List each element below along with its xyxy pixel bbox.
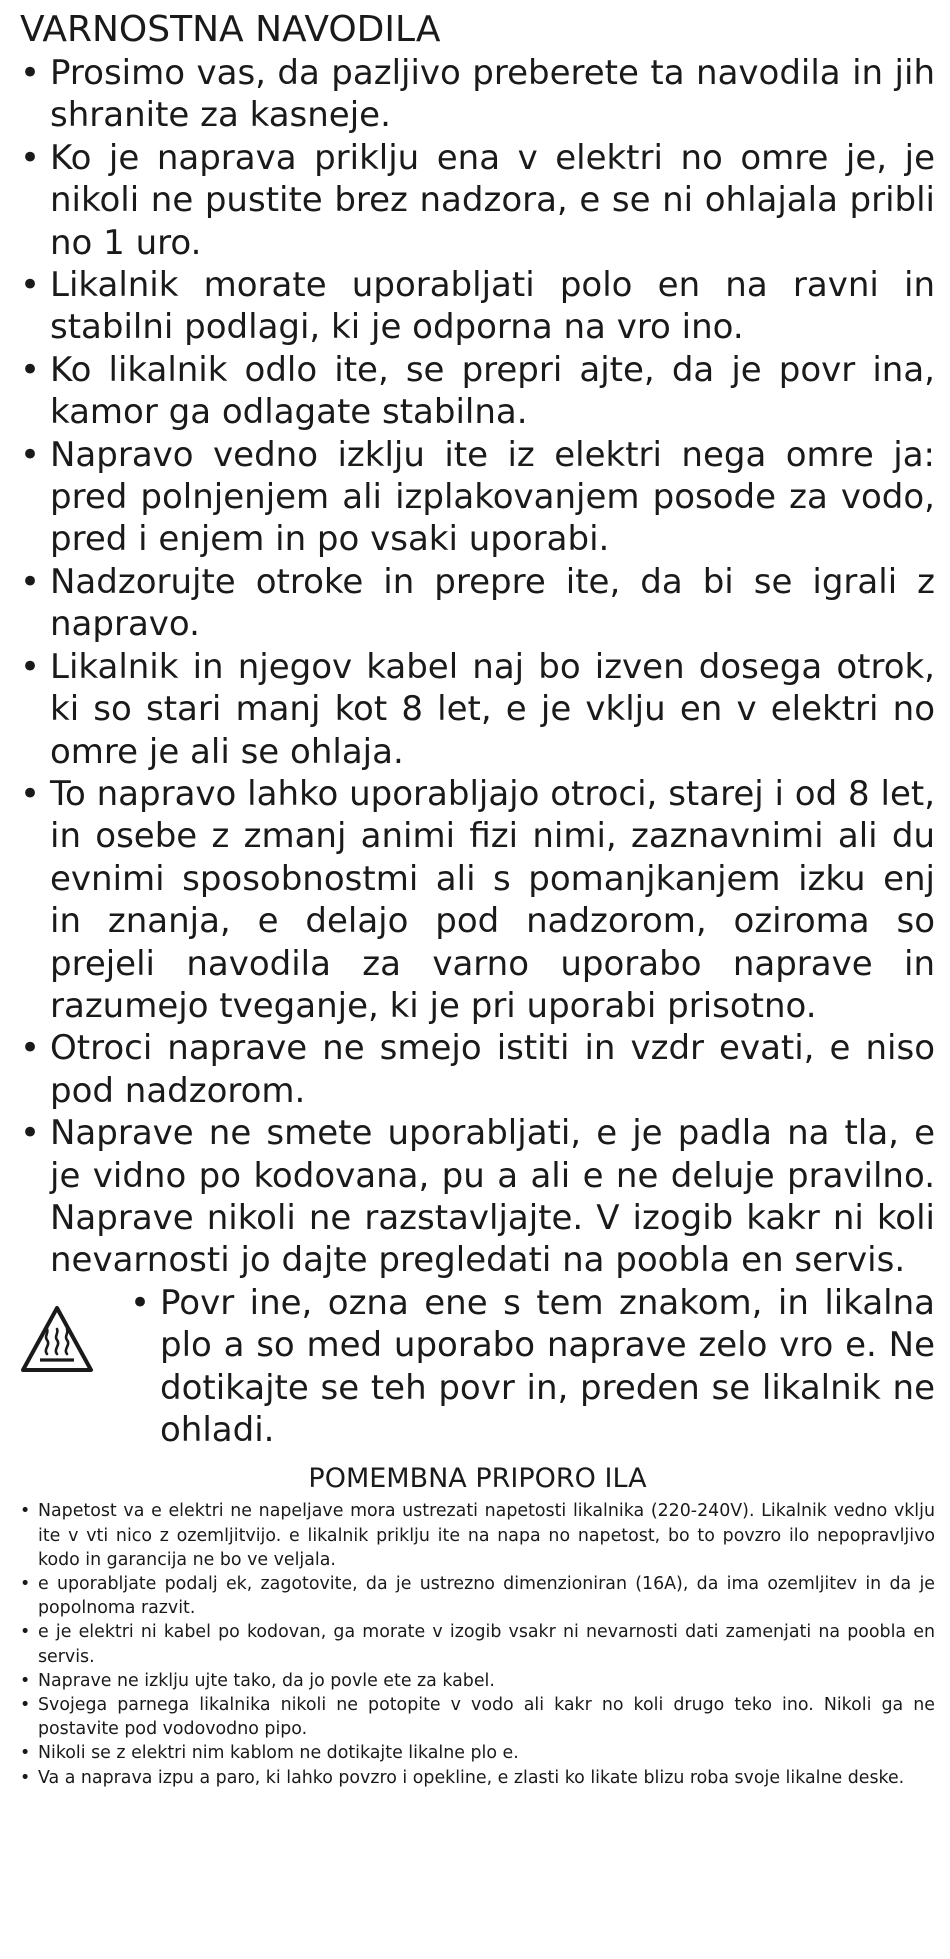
safety-item-text: Prosimo vas, da pazljivo preberete ta navodila in jih shranite za kasneje. (50, 53, 935, 136)
safety-item (20, 1027, 935, 1112)
recommendation-text: Napetost va e elektri ne napeljave mora ustrezati napetosti likalnika (220-240V). Likalnik vedno vklju ite v vti nico z ozemljitvijo. e likalnik priklju ite na napa no napetost, bo to povzro ilo nepopravljivo kodo in garancija ne bo ve veljala. (38, 1501, 935, 1570)
bullet-icon: • (130, 1282, 151, 1323)
document-page (20, 8, 935, 1790)
bullet-icon: • (20, 1743, 31, 1764)
safety-item-text: Napravo vedno izklju ite iz elektri nega omre ja: pred polnjenjem ali izplakovanjem posode za vodo, pred i enjem in po vsaki uporabi. (50, 434, 935, 560)
hot-surface-warning-icon (20, 1304, 94, 1374)
bullet-icon: • (20, 773, 41, 814)
recommendation-text: e je elektri ni kabel po kodovan, ga morate v izogib vsakr ni nevarnosti dati zamenjati na poobla en servis. (38, 1622, 935, 1667)
safety-item-text: Naprave ne smete uporabljati, e je padla na tla, e je vidno po kodovana, pu a ali e ne deluje pravilno. Naprave nikoli ne razstavljajte. V izogib kakr ni koli nevarnosti jo dajte pregledati na poobla en servis. (50, 1113, 935, 1281)
recommendation-text: Svojega parnega likalnika nikoli ne potopite v vodo ali kakr no koli drugo teko ino. Nikoli ga ne postavite pod vodovodno pipo. (38, 1695, 935, 1740)
safety-item (20, 646, 935, 773)
recommendation-item (20, 1499, 935, 1572)
bullet-icon: • (20, 1113, 41, 1154)
bullet-icon: • (20, 265, 41, 306)
bullet-icon: • (20, 1767, 31, 1788)
safety-item (20, 137, 935, 264)
recommendation-item (20, 1741, 935, 1765)
safety-item (20, 773, 935, 1027)
hot-surface-item-text: Povr ine, ozna ene s tem znakom, in likalna plo a so med uporabo naprave zelo vro e. Ne dotikajte se teh povr in, preden se likalnik ne ohladi. (160, 1282, 935, 1450)
recommendation-item (20, 1693, 935, 1741)
recommendations-list (20, 1499, 935, 1789)
safety-item-text: Ko likalnik odlo ite, se prepri ajte, da je povr ina, kamor ga odlagate stabilna. (50, 349, 935, 433)
bullet-icon: • (20, 1574, 31, 1595)
bullet-icon: • (20, 1622, 31, 1643)
safety-item-text: Likalnik morate uporabljati polo en na ravni in stabilni podlagi, ki je odporna na vro ino. (50, 265, 935, 348)
safety-item (20, 264, 935, 349)
bullet-icon: • (20, 1028, 41, 1069)
bullet-icon: • (20, 1695, 31, 1716)
bullet-icon: • (20, 646, 41, 687)
hot-surface-warning (20, 1282, 935, 1452)
page-title: VARNOSTNA NAVODILA (20, 9, 441, 50)
safety-item-text: Nadzorujte otroke in prepre ite, da bi se igrali z napravo. (50, 561, 935, 645)
bullet-icon: • (20, 1670, 31, 1691)
safety-item (20, 561, 935, 646)
safety-item (20, 52, 935, 137)
recommendation-text: Naprave ne izklju ujte tako, da jo povle ete za kabel. (38, 1670, 495, 1691)
safety-item-text: Otroci naprave ne smejo istiti in vzdr evati, e niso pod nadzorom. (50, 1028, 935, 1111)
bullet-icon: • (20, 1501, 31, 1522)
bullet-icon: • (20, 434, 41, 475)
safety-item (20, 1112, 935, 1282)
recommendation-item (20, 1572, 935, 1620)
safety-item-text: To napravo lahko uporabljajo otroci, starej i od 8 let, in osebe z zmanj animi fizi nimi, zaznavnimi ali du evnimi sposobnostmi ali s pomanjkanjem izku enj in znanja, e delajo pod nadzorom, oziroma so prejeli navodila za varno uporabo naprave in razumejo tveganje, ki je pri uporabi prisotno. (50, 773, 935, 1026)
recommendation-item (20, 1766, 935, 1790)
bullet-icon: • (20, 349, 41, 390)
bullet-icon: • (20, 53, 41, 93)
recommendation-text: Nikoli se z elektri nim kablom ne dotikajte likalne plo e. (38, 1743, 519, 1764)
section-subtitle: POMEMBNA PRIPORO ILA (308, 1463, 647, 1495)
safety-item-text: Ko je naprava priklju ena v elektri no omre je, je nikoli ne pustite brez nadzora, e se ni ohlajala pribli no 1 uro. (50, 137, 935, 263)
recommendation-text: Va a naprava izpu a paro, ki lahko povzro i opekline, e zlasti ko likate blizu roba svoje likalne deske. (38, 1767, 905, 1788)
recommendation-item (20, 1669, 935, 1693)
bullet-icon: • (20, 137, 41, 178)
safety-item (20, 434, 935, 561)
safety-item-text: Likalnik in njegov kabel naj bo izven dosega otrok, ki so stari manj kot 8 let, e je vklju en v elektri no omre je ali se ohlaja. (50, 646, 935, 772)
safety-list (20, 52, 935, 1282)
safety-item (20, 349, 935, 434)
hot-surface-item (130, 1282, 935, 1452)
bullet-icon: • (20, 561, 41, 602)
recommendation-text: e uporabljate podalj ek, zagotovite, da je ustrezno dimenzioniran (16A), da ima ozemljitev in da je popolnoma razvit. (38, 1574, 935, 1619)
recommendation-item (20, 1620, 935, 1668)
